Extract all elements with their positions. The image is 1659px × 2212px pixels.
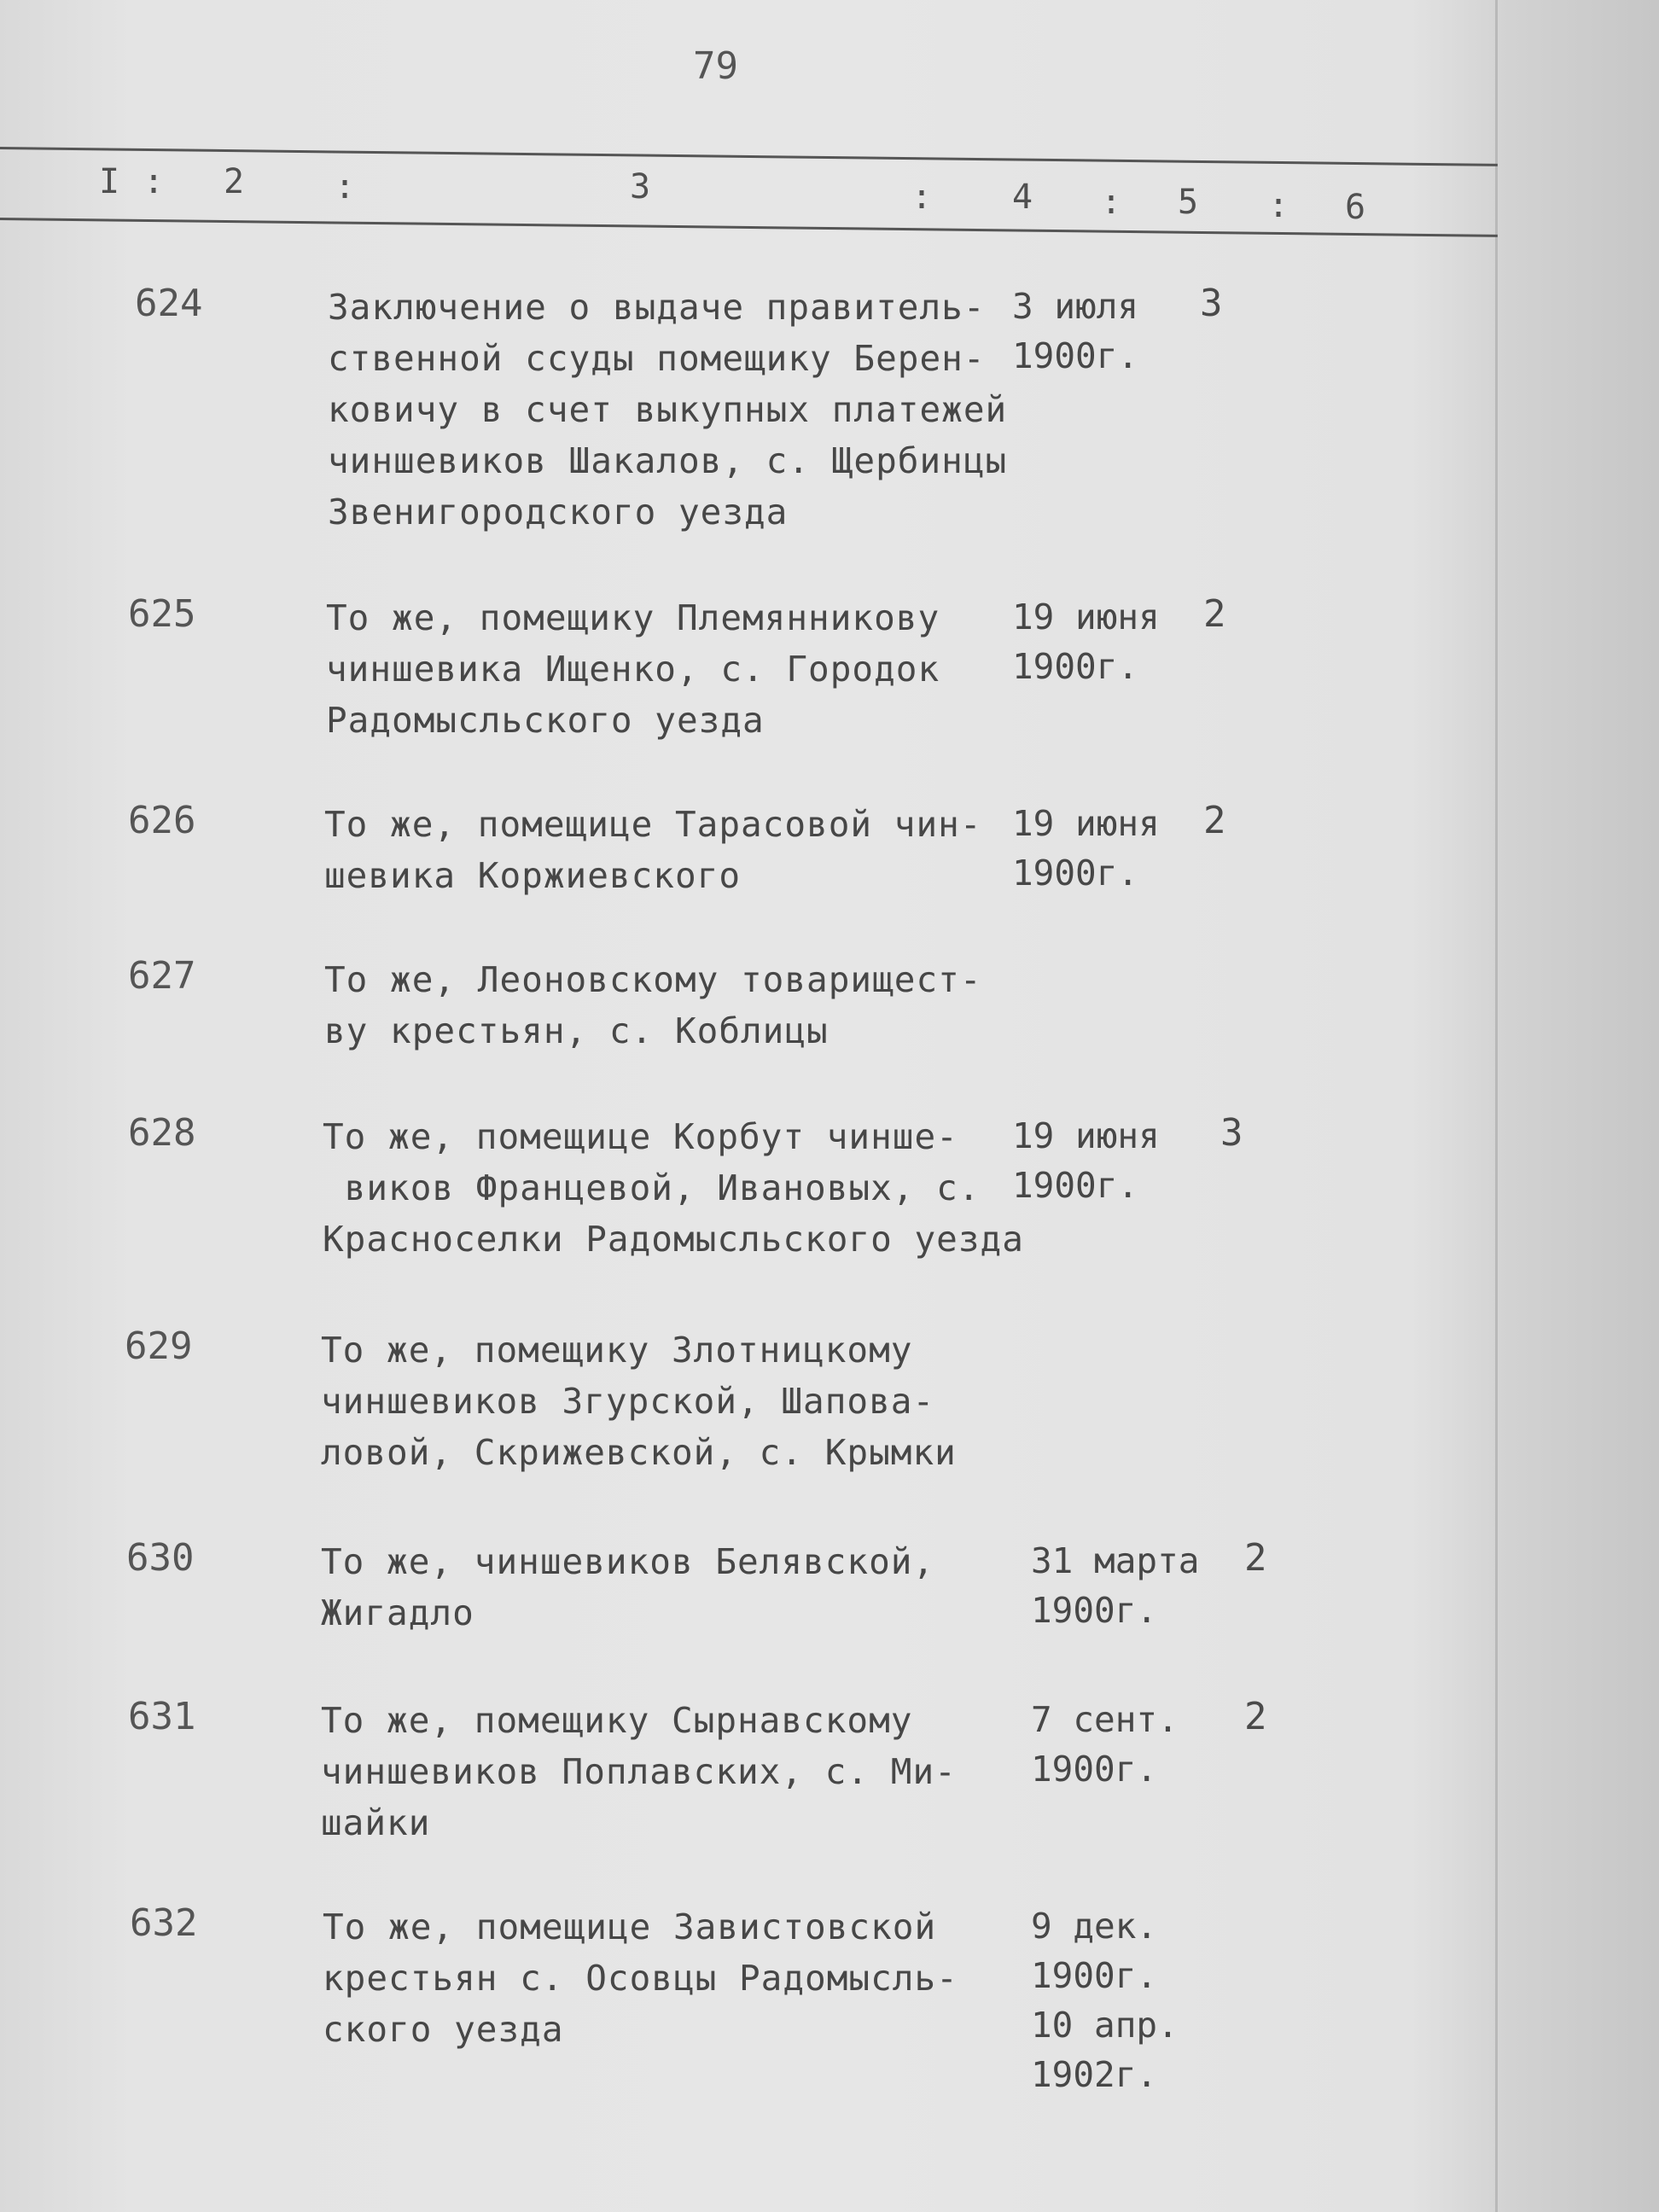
entry-sheets: 3 [1200, 282, 1223, 325]
entry-date: 3 июля 1900г. [1012, 286, 1139, 376]
entry-number: 627 [128, 954, 196, 998]
entry-sheets: 2 [1203, 592, 1226, 636]
column-header-3: 3 [630, 167, 651, 207]
entry-description: То же, помещику Племянникову чиншевика Ищенко, с. Городок Радомысльского уезда [326, 597, 940, 741]
entry-description: Заключение о выдаче правитель- ственной ссуды помещику Берен- ковичу в счет выкупных платежей чиншевиков Шакалов, с. Щербинцы Звенигородского уезда [328, 287, 1008, 533]
entry-description: То же, помещице Корбут чинше- виков Францевой, Ивановых, с. Красноселки Радомысльского уезда [323, 1116, 1024, 1260]
entry-description: То же, помещице Завистовской крестьян с. Осовцы Радомысль- ского уезда [323, 1906, 958, 2050]
entry-description: То же, помещице Тарасовой чин- шевика Коржиевского [324, 804, 982, 896]
entry-number: 625 [128, 592, 196, 636]
entry-number: 629 [125, 1324, 193, 1368]
entry-number: 624 [135, 282, 203, 325]
column-header-2: 2 [224, 162, 245, 201]
entry-date: 9 дек. 1900г. 10 апр. 1902г. [1031, 1906, 1179, 2095]
column-header-1: I [99, 162, 120, 201]
entry-number: 632 [130, 1901, 198, 1945]
column-separator: : [143, 162, 165, 201]
column-separator: : [1101, 183, 1122, 222]
column-separator: : [335, 167, 356, 207]
column-header-5: 5 [1178, 183, 1199, 222]
entry-number: 630 [126, 1536, 195, 1580]
entry-sheets: 3 [1220, 1111, 1243, 1155]
column-separator: : [1268, 186, 1289, 225]
entry-description: То же, помещику Сырнавскому чиншевиков Поплавских, с. Ми- шайки [321, 1700, 957, 1843]
column-header-4: 4 [1012, 178, 1033, 217]
entry-sheets: 2 [1244, 1695, 1267, 1738]
entry-description: То же, помещику Злотницкому чиншевиков Згурской, Шапова- ловой, Скрижевской, с. Крымки [321, 1330, 957, 1473]
column-separator: : [911, 178, 933, 217]
entry-date: 19 июня 1900г. [1012, 1115, 1160, 1206]
entry-number: 626 [128, 799, 196, 842]
entry-description: То же, Леоновскому товарищест- ву крестьян, с. Коблицы [324, 959, 982, 1051]
entry-date: 19 июня 1900г. [1012, 597, 1160, 687]
entry-number: 631 [128, 1695, 196, 1738]
entry-date: 19 июня 1900г. [1012, 803, 1160, 894]
entry-sheets: 2 [1244, 1536, 1267, 1580]
page-edge [1495, 0, 1498, 2212]
entry-number: 628 [128, 1111, 196, 1155]
entry-date: 31 марта 1900г. [1031, 1540, 1200, 1631]
entry-description: То же, чиншевиков Белявской, Жигадло [321, 1541, 935, 1633]
page-number: 79 [693, 44, 738, 88]
column-header-6: 6 [1345, 188, 1366, 227]
entry-date: 7 сент. 1900г. [1031, 1699, 1179, 1790]
entry-sheets: 2 [1203, 799, 1226, 842]
